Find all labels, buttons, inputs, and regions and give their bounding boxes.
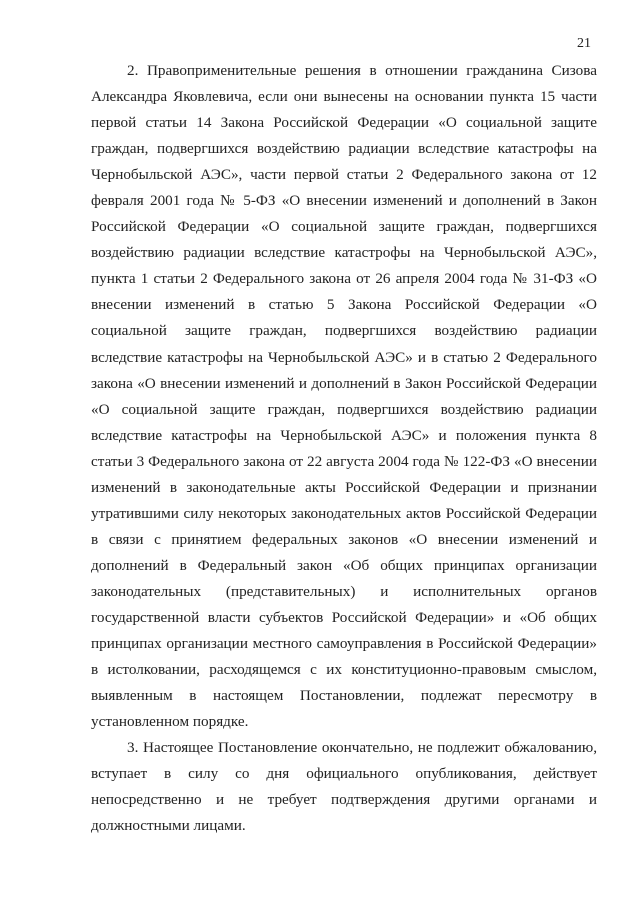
paragraph-3 bbox=[91, 735, 597, 839]
text-line: февраля 2001 года № 5-ФЗ «О внесении изменений и дополнений в Закон bbox=[91, 192, 597, 210]
text-line: граждан, подвергшихся воздействию радиации вследствие катастрофы на bbox=[91, 140, 597, 158]
text-line: первой статьи 14 Закона Российской Федерации «О социальной защите bbox=[91, 114, 597, 132]
document-body bbox=[91, 58, 597, 839]
text-line: в истолковании, расходящемся с их конституционно-правовым смыслом, bbox=[91, 661, 597, 679]
text-line: «О социальной защите граждан, подвергшихся воздействию радиации bbox=[91, 400, 597, 418]
text-line: дополнений в Федеральный закон «Об общих принципах организации bbox=[91, 556, 597, 574]
text-line: непосредственно и не требует подтверждения другими органами и bbox=[91, 791, 597, 809]
text-line: должностными лицами. bbox=[91, 817, 246, 835]
text-line: закона «О внесении изменений и дополнений в Закон Российской Федерации bbox=[91, 374, 597, 392]
text-line: установленном порядке. bbox=[91, 713, 249, 731]
text-line: 2. Правоприменительные решения в отношении гражданина Сизова bbox=[127, 62, 597, 79]
text-line: вследствие катастрофы на Чернобыльской АЭС» и в статью 2 Федерального bbox=[91, 348, 597, 366]
text-line: в связи с принятием федеральных законов «О внесении изменений и bbox=[91, 530, 597, 548]
text-line: внесении изменений в статью 5 Закона Российской Федерации «О bbox=[91, 296, 597, 314]
paragraph-2 bbox=[91, 58, 597, 735]
text-line: вследствие катастрофы на Чернобыльской АЭС» и положения пункта 8 bbox=[91, 426, 597, 444]
text-line: принципах организации местного самоуправления в Российской Федерации» bbox=[91, 635, 597, 653]
text-line: Российской Федерации «О социальной защите граждан, подвергшихся bbox=[91, 218, 597, 236]
text-line: вступает в силу со дня официального опубликования, действует bbox=[91, 765, 597, 783]
page-number: 21 bbox=[577, 36, 591, 51]
text-line: выявленным в настоящем Постановлении, подлежат пересмотру в bbox=[91, 687, 597, 705]
text-line: законодательных (представительных) и исполнительных органов bbox=[91, 582, 597, 600]
text-line: изменений в законодательные акты Российской Федерации и признании bbox=[91, 478, 597, 496]
text-line: утратившими силу некоторых законодательных актов Российской Федерации bbox=[91, 504, 597, 522]
text-line: пункта 1 статьи 2 Федерального закона от 26 апреля 2004 года № 31-ФЗ «О bbox=[91, 270, 597, 288]
text-line: государственной власти субъектов Российской Федерации» и «Об общих bbox=[91, 608, 597, 626]
text-line: Чернобыльской АЭС», части первой статьи 2 Федерального закона от 12 bbox=[91, 166, 597, 184]
text-line: 3. Настоящее Постановление окончательно, не подлежит обжалованию, bbox=[127, 739, 597, 757]
text-line: статьи 3 Федерального закона от 22 августа 2004 года № 122-ФЗ «О внесении bbox=[91, 452, 597, 470]
text-line: социальной защите граждан, подвергшихся воздействию радиации bbox=[91, 322, 597, 340]
text-line: Александра Яковлевича, если они вынесены на основании пункта 15 части bbox=[91, 88, 597, 106]
text-line: воздействию радиации вследствие катастрофы на Чернобыльской АЭС», bbox=[91, 244, 597, 262]
